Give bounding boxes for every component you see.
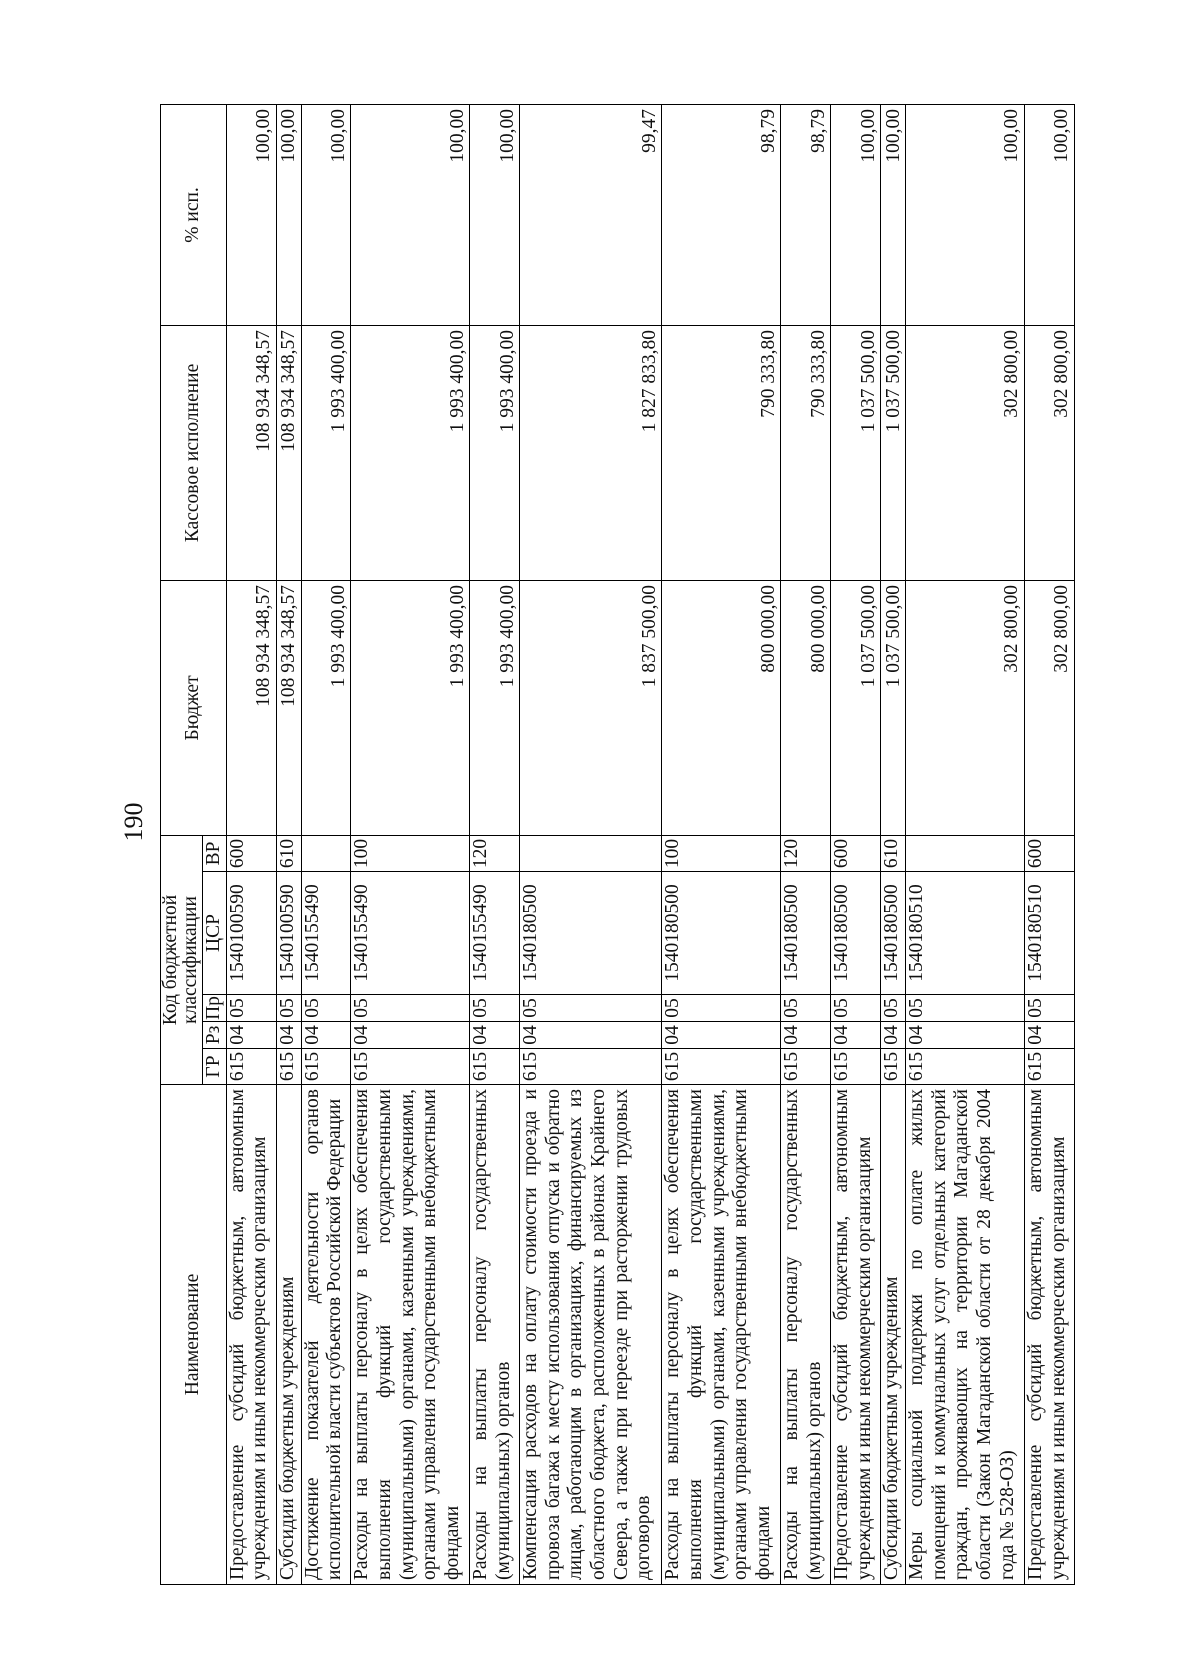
- table-cell-pr: 05: [906, 995, 1025, 1022]
- table-row: [1024, 104, 1074, 1584]
- table-cell-cash: 1 037 500,00: [881, 325, 906, 580]
- table-cell-rz: 04: [301, 1022, 351, 1049]
- table-cell-gr: 615: [831, 1049, 881, 1085]
- header-name: Наименование: [161, 1085, 227, 1585]
- table-cell-budget: 108 934 348,57: [226, 580, 276, 835]
- table-cell-vr: [906, 835, 1025, 871]
- table-cell-cash: 108 934 348,57: [226, 325, 276, 580]
- table-cell-pr: 05: [662, 995, 781, 1022]
- table-cell-vr: 120: [470, 835, 520, 871]
- table-cell-vr: 610: [881, 835, 906, 871]
- table-cell-vr: [520, 835, 662, 871]
- header-rz: Рз: [202, 1022, 226, 1049]
- header-code-group: Код бюджетной классификации: [161, 835, 203, 1084]
- table-cell-pr: 05: [301, 995, 351, 1022]
- table-cell-name: Расходы на выплаты персоналу в целях обеспечения выполнения функций государственными (муниципальными) органами, казенными учреждениями, органами управления государственными внебюджетными фондами: [662, 1085, 781, 1585]
- header-gr: ГР: [202, 1049, 226, 1085]
- table-cell-cash: 1 993 400,00: [301, 325, 351, 580]
- table-cell-pct: 100,00: [276, 104, 301, 325]
- table-cell-vr: 600: [1024, 835, 1074, 871]
- table-cell-rz: 04: [781, 1022, 831, 1049]
- table-cell-cash: 790 333,80: [781, 325, 831, 580]
- table-cell-budget: 1 993 400,00: [351, 580, 470, 835]
- table-cell-pct: 98,79: [662, 104, 781, 325]
- table-cell-pct: 98,79: [781, 104, 831, 325]
- table-cell-name: Предоставление субсидий бюджетным, автономным учреждениям и иным некоммерческим организациям: [226, 1085, 276, 1585]
- table-cell-pr: 05: [520, 995, 662, 1022]
- table-cell-budget: 1 037 500,00: [881, 580, 906, 835]
- table-cell-pr: 05: [781, 995, 831, 1022]
- header-csr: ЦСР: [202, 872, 226, 995]
- table-cell-csr: 1540180510: [906, 872, 1025, 995]
- table-cell-gr: 615: [662, 1049, 781, 1085]
- table-cell-rz: 04: [520, 1022, 662, 1049]
- table-row: [831, 104, 881, 1584]
- table-row: [226, 104, 276, 1584]
- table-cell-pr: 05: [831, 995, 881, 1022]
- table-cell-cash: 1 993 400,00: [351, 325, 470, 580]
- rotated-page-content: [160, 105, 1075, 1585]
- table-cell-name: Меры социальной поддержки по оплате жилых помещений и коммунальных услуг отдельных категорий граждан, проживающих на территории Магаданской области (Закон Магаданской области от 28 декабря 2004 года № 528-ОЗ): [906, 1085, 1025, 1585]
- table-cell-csr: 1540180500: [662, 872, 781, 995]
- table-cell-gr: 615: [276, 1049, 301, 1085]
- table-cell-rz: 04: [226, 1022, 276, 1049]
- table-cell-budget: 800 000,00: [781, 580, 831, 835]
- table-cell-pct: 100,00: [301, 104, 351, 325]
- table-row: [906, 104, 1025, 1584]
- table-cell-name: Расходы на выплаты персоналу государственных (муниципальных) органов: [470, 1085, 520, 1585]
- header-pr: Пр: [202, 995, 226, 1022]
- table-cell-gr: 615: [470, 1049, 520, 1085]
- table-cell-csr: 1540180500: [831, 872, 881, 995]
- table-cell-rz: 04: [1024, 1022, 1074, 1049]
- table-cell-vr: [301, 835, 351, 871]
- table-cell-cash: 302 800,00: [906, 325, 1025, 580]
- table-cell-cash: 108 934 348,57: [276, 325, 301, 580]
- table-cell-cash: 302 800,00: [1024, 325, 1074, 580]
- table-cell-vr: 610: [276, 835, 301, 871]
- table-body: [226, 104, 1074, 1584]
- table-cell-name: Расходы на выплаты персоналу государственных (муниципальных) органов: [781, 1085, 831, 1585]
- header-cash: Кассовое исполнение: [161, 325, 227, 580]
- table-cell-pct: 100,00: [881, 104, 906, 325]
- table-row: [520, 104, 662, 1584]
- table-cell-rz: 04: [881, 1022, 906, 1049]
- table-cell-pct: 100,00: [470, 104, 520, 325]
- table-cell-gr: 615: [881, 1049, 906, 1085]
- table-cell-vr: 100: [351, 835, 470, 871]
- table-cell-pr: 05: [226, 995, 276, 1022]
- table-cell-pct: 100,00: [906, 104, 1025, 325]
- table-cell-pct: 100,00: [351, 104, 470, 325]
- table-cell-pr: 05: [1024, 995, 1074, 1022]
- table-cell-pr: 05: [881, 995, 906, 1022]
- table-cell-budget: 1 993 400,00: [470, 580, 520, 835]
- table-cell-pr: 05: [351, 995, 470, 1022]
- table-cell-gr: 615: [351, 1049, 470, 1085]
- table-cell-vr: 120: [781, 835, 831, 871]
- table-cell-cash: 1 827 833,80: [520, 325, 662, 580]
- header-pct: % исп.: [161, 104, 227, 325]
- table-cell-name: Расходы на выплаты персоналу в целях обеспечения выполнения функций государственными (муниципальными) органами, казенными учреждениями, органами управления государственными внебюджетными фондами: [351, 1085, 470, 1585]
- table-cell-name: Достижение показателей деятельности органов исполнительной власти субъектов Российской Федерации: [301, 1085, 351, 1585]
- table-cell-rz: 04: [470, 1022, 520, 1049]
- table-cell-pr: 05: [276, 995, 301, 1022]
- table-cell-rz: 04: [662, 1022, 781, 1049]
- table-cell-budget: 108 934 348,57: [276, 580, 301, 835]
- table-cell-name: Субсидии бюджетным учреждениям: [881, 1085, 906, 1585]
- table-cell-name: Предоставление субсидий бюджетным, автономным учреждениям и иным некоммерческим организациям: [831, 1085, 881, 1585]
- table-cell-cash: 1 993 400,00: [470, 325, 520, 580]
- table-cell-rz: 04: [351, 1022, 470, 1049]
- table-row: [470, 104, 520, 1584]
- table-cell-pct: 100,00: [226, 104, 276, 325]
- table-cell-budget: 302 800,00: [906, 580, 1025, 835]
- table-row: [662, 104, 781, 1584]
- table-cell-cash: 1 037 500,00: [831, 325, 881, 580]
- table-header: [161, 104, 227, 1584]
- header-budget: Бюджет: [161, 580, 227, 835]
- table-cell-vr: 100: [662, 835, 781, 871]
- table-row: [301, 104, 351, 1584]
- table-cell-csr: 1540155490: [351, 872, 470, 995]
- table-cell-cash: 790 333,80: [662, 325, 781, 580]
- page-number: 190: [119, 802, 148, 842]
- table-cell-vr: 600: [226, 835, 276, 871]
- table-cell-gr: 615: [226, 1049, 276, 1085]
- table-row: [351, 104, 470, 1584]
- table-cell-budget: 302 800,00: [1024, 580, 1074, 835]
- table-cell-rz: 04: [906, 1022, 1025, 1049]
- table-cell-gr: 615: [1024, 1049, 1074, 1085]
- table-cell-name: Субсидии бюджетным учреждениям: [276, 1085, 301, 1585]
- table-cell-gr: 615: [301, 1049, 351, 1085]
- budget-table: [160, 104, 1075, 1585]
- table-row: [781, 104, 831, 1584]
- table-cell-pct: 100,00: [831, 104, 881, 325]
- table-cell-pr: 05: [470, 995, 520, 1022]
- table-cell-csr: 1540155490: [470, 872, 520, 995]
- table-cell-csr: 1540155490: [301, 872, 351, 995]
- table-cell-pct: 100,00: [1024, 104, 1074, 325]
- table-cell-csr: 1540100590: [226, 872, 276, 995]
- table-cell-gr: 615: [781, 1049, 831, 1085]
- table-cell-budget: 1 837 500,00: [520, 580, 662, 835]
- table-row: [276, 104, 301, 1584]
- table-cell-budget: 1 993 400,00: [301, 580, 351, 835]
- table-cell-name: Компенсация расходов на оплату стоимости проезда и провоза багажа к месту использования отпуска и обратно лицам, работающим в организациях, финансируемых из областного бюджета, расположенных в районах Крайнего Севера, а также при переезде при расторжении трудовых договоров: [520, 1085, 662, 1585]
- table-cell-budget: 1 037 500,00: [831, 580, 881, 835]
- table-cell-budget: 800 000,00: [662, 580, 781, 835]
- table-cell-gr: 615: [520, 1049, 662, 1085]
- header-vr: ВР: [202, 835, 226, 871]
- table-cell-name: Предоставление субсидий бюджетным, автономным учреждениям и иным некоммерческим организациям: [1024, 1085, 1074, 1585]
- table-cell-csr: 1540180500: [881, 872, 906, 995]
- table-cell-vr: 600: [831, 835, 881, 871]
- table-cell-csr: 1540180500: [781, 872, 831, 995]
- table-cell-rz: 04: [276, 1022, 301, 1049]
- table-cell-pct: 99,47: [520, 104, 662, 325]
- table-cell-rz: 04: [831, 1022, 881, 1049]
- table-cell-csr: 1540180510: [1024, 872, 1074, 995]
- table-cell-csr: 1540100590: [276, 872, 301, 995]
- table-cell-csr: 1540180500: [520, 872, 662, 995]
- table-cell-gr: 615: [906, 1049, 1025, 1085]
- table-row: [881, 104, 906, 1584]
